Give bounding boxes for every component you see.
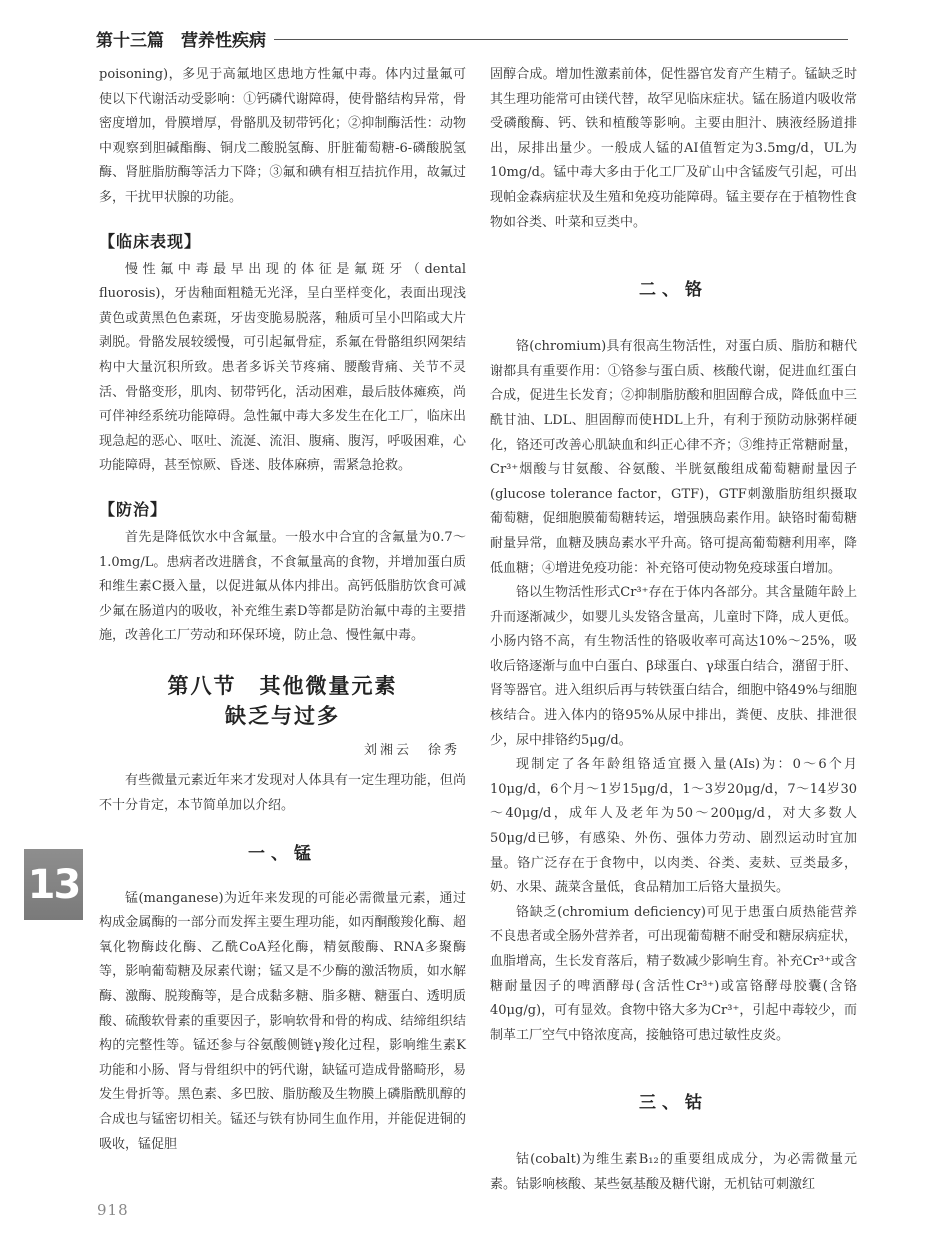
heading-chromium: 二、铬 (639, 280, 708, 301)
left-column (99, 63, 466, 1157)
paragraph-chromium-distribution: 铬以生物活性形式Cr³⁺存在于体内各部分。其含量随年龄上升而逐渐减少，如婴儿头发铬含量高，儿童时下降，成人更低。小肠内铬不高，有生物活性的铬吸收率可高达10%～25%，吸收后铬逐渐与血中白蛋白、β球蛋白、γ球蛋白结合，潴留于肝、肾等器官。进入组织后再与转铁蛋白结合，细胞中铬49%与细胞核结合。进入体内的铬95%从尿中排出，粪便、皮肤、排泄很少，尿中排铬约5μg/d。 (490, 585, 857, 748)
heading-prevention: 【防治】 (99, 499, 168, 519)
paragraph-fluorine-metabolism: poisoning)，多见于高氟地区患地方性氟中毒。体内过量氟可使以下代谢活动受影响：①钙磷代谢障碍，使骨骼结构异常，骨密度增加，骨膜增厚，骨骼肌及韧带钙化；②抑制酶活性：动物中观察到胆碱酯酶、铜戊二酸脱氢酶、肝脏葡萄糖-6-磷酸脱氢酶、肾脏脂肪酶等活力下降；③氟和碘有相互拮抗作用，故氟过多，干扰甲状腺的功能。 (99, 67, 466, 205)
paragraph-chromium-function: 铬(chromium)具有很高生物活性，对蛋白质、脂肪和糖代谢都具有重要作用：①铬参与蛋白质、核酸代谢，促进血红蛋白合成，促进生长发育；②抑制脂肪酸和胆固醇合成，降低血中三酰甘油、LDL、胆固醇而使HDL上升，有利于预防动脉粥样硬化，铬还可改善心肌缺血和纠正心律不齐；③维持正常糖耐量，Cr³⁺烟酸与甘氨酸、谷氨酸、半胱氨酸组成葡萄糖耐量因子(glucose tolerance factor，GTF)，GTF刺激脂肪组织摄取葡萄糖，促细胞膜葡萄糖转运，增强胰岛素作用。缺铬时葡萄糖耐量异常，血糖及胰岛素水平升高。铬可提高葡萄糖利用率，降低血糖；④增进免疫功能：补充铬可使动物免疫球蛋白增加。 (490, 339, 857, 576)
paragraph-cobalt: 钴(cobalt)为维生素B₁₂的重要组成成分，为必需微量元素。钴影响核酸、某些氨基酸及糖代谢，无机钴可刺激红 (490, 1152, 857, 1192)
running-head-title: 第十三篇 营养性疾病 (96, 30, 266, 51)
heading-clinical-manifestations: 【临床表现】 (99, 231, 202, 251)
heading-manganese: 一、锰 (248, 843, 317, 864)
paragraph-chromium-deficiency: 铬缺乏(chromium deficiency)可见于患蛋白质热能营养不良患者或全肠外营养者，可出现葡萄糖不耐受和糖尿病症状，血脂增高，生长发育落后，精子数减少影响生育。补充Cr³⁺或含糖耐量因子的啤酒酵母(含活性Cr³⁺)或富铬酵母胶囊(含铬40μg/g)，可有显效。食物中铬大多为Cr³⁺，引起中毒较少，而制革工厂空气中铬浓度高，接触铬可患过敏性皮炎。 (490, 904, 857, 1043)
heading-cobalt: 三、钴 (639, 1093, 708, 1114)
paragraph-intro: 有些微量元素近年来才发现对人体具有一定生理功能，但尚不十分肯定，本节简单加以介绍。 (99, 773, 466, 814)
paragraph-prevention: 首先是降低饮水中含氟量。一般水中合宜的含氟量为0.7～1.0mg/L。患病者改进膳食，不食氟量高的食物，并增加蛋白质和维生素C摄入量，以促进氟从体内排出。高钙低脂肪饮食可减少氟在肠道内的吸收，补充维生素D等都是防治氟中毒的主要措施，改善化工厂劳动和环保环境，防止急、慢性氟中毒。 (99, 529, 466, 644)
authors: 刘湘云 徐秀 (363, 742, 460, 758)
chapter-tab (24, 849, 83, 920)
right-column (490, 63, 857, 1198)
section-title-line-2: 缺乏与过多 (225, 702, 340, 728)
running-head (96, 26, 848, 50)
paragraph-manganese: 锰(manganese)为近年来发现的可能必需微量元素，通过构成金属酶的一部分而发挥主要生理功能，如丙酮酸羧化酶、超氧化物酶歧化酶、乙酰CoA羟化酶，精氨酸酶、RNA多聚酶等，影响葡萄糖及尿素代谢；锰又是不少酶的激活物质，如水解酶、激酶、脱羧酶等，是合成黏多糖、脂多糖、糖蛋白、透明质酸、硫酸软骨素的重要因子，影响软骨和骨的构成、结缔组织结构的完整性等。锰还参与谷氨酸侧链γ羧化过程，影响维生素K功能和小肠、肾与骨组织中的钙代谢，缺锰可造成骨骼畸形，易发生骨折等。黑色素、多巴胺、脂肪酸及生物膜上磷脂酰肌醇的合成也与锰密切相关。锰还与铁有协同生血作用，并能促进铜的吸收，锰促胆 (99, 890, 466, 1152)
page-number: 918 (97, 1201, 129, 1219)
paragraph-clinical: 慢性氟中毒最早出现的体征是氟斑牙（dental fluorosis)，牙齿釉面粗糙无光泽，呈白垩样变化，表面出现浅黄色或黄黑色色素斑，牙齿变脆易脱落，釉质可呈小凹陷或大片剥脱。骨骼发展较缓慢，可引起氟骨症，系氟在骨骼组织网架结构中大量沉积所致。患者多诉关节疼痛、腰酸背痛、关节不灵活、骨骼变形，肌肉、韧带钙化，活动困难，最后肢体瘫痪，尚可伴神经系统功能障碍。急性氟中毒大多发生在化工厂，临床出现急起的恶心、呕吐、流涎、流泪、腹痛、腹泻，呼吸困难，心功能障碍，甚至惊厥、昏迷、肢体麻痹，需紧急抢救。 (99, 261, 466, 474)
running-head-rule (274, 39, 848, 40)
section-title (99, 671, 466, 731)
section-title-line-1: 第八节 其他微量元素 (167, 672, 398, 698)
paragraph-manganese-cont: 固醇合成。增加性激素前体，促性器官发育产生精子。锰缺乏时其生理功能常可由镁代替，故罕见临床症状。锰在肠道内吸收常受磷酸酶、钙、铁和植酸等影响。主要由胆汁、胰液经肠道排出，尿排出量少。一般成人锰的AI值暂定为3.5mg/d，UL为10mg/d。锰中毒大多由于化工厂及矿山中含锰废气引起，可出现帕金森病症状及生殖和免疫功能障碍。锰主要存在于植物性食物如谷类、叶菜和豆类中。 (490, 67, 857, 230)
chapter-tab-number: 13 (27, 861, 80, 908)
paragraph-chromium-ais: 现制定了各年龄组铬适宜摄入量(AIs)为：0～6个月10μg/d，6个月～1岁15μg/d，1～3岁20μg/d，7～14岁30～40μg/d，成年人及老年为50～200μg/d，对大多数人50μg/d已够，有感染、外伤、强体力劳动、剧烈运动时宜加量。铬广泛存在于食物中，以肉类、谷类、麦麸、豆类最多，奶、水果、蔬菜含量低，食品精加工后铬大量损失。 (490, 757, 857, 896)
